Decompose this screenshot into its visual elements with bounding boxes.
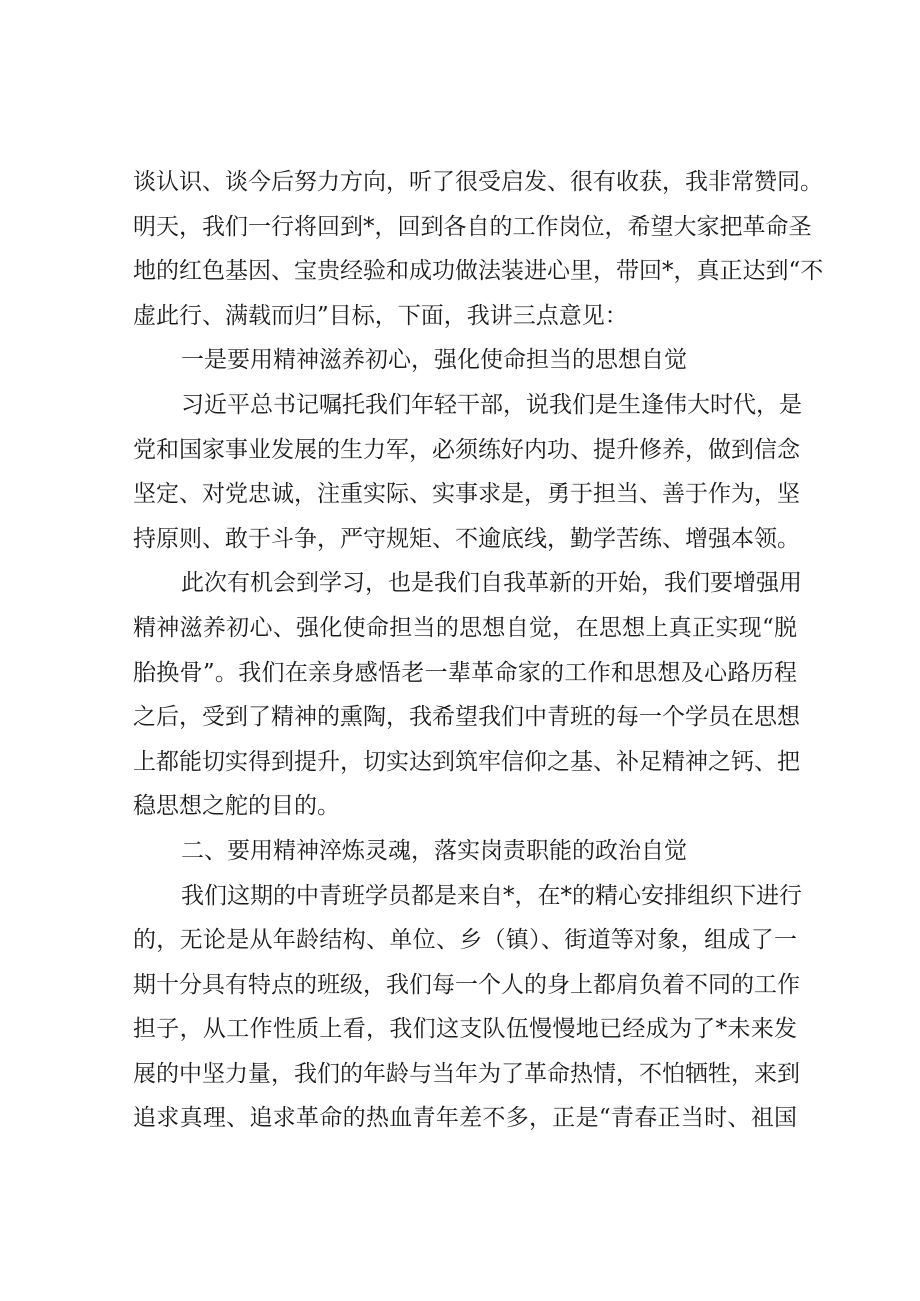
heading-text: 一是要用精神滋养初心，强化使命担当的思想自觉 (181, 347, 687, 374)
text-line: 精神滋养初心、强化使命担当的思想自觉，在思想上真正实现“脱 (133, 614, 797, 641)
paragraph-2 (133, 561, 802, 829)
text-line: 胎换骨”。我们在亲身感悟老一辈革命家的工作和思想及心路历程 (133, 659, 797, 686)
text-line: 坚定、对党忠诚，注重实际、实事求是，勇于担当、善于作为，坚 (133, 481, 800, 508)
text-line: 明天，我们一行将回到*，回到各自的工作岗位，希望大家把革命圣 (133, 213, 812, 240)
text-line: 谈认识、谈今后努力方向，听了很受启发、很有收获，我非常赞同。 (133, 169, 823, 195)
section-heading-1 (133, 338, 797, 383)
text-line: 展的中坚力量，我们的年龄与当年为了革命热情，不怕牺牲，来到 (133, 1060, 800, 1087)
paragraph-intro-closing (133, 160, 824, 338)
text-line: 的，无论是从年龄结构、单位、乡（镇）、街道等对象，组成了一 (133, 927, 797, 954)
section-heading-2 (133, 829, 797, 874)
text-line: 上都能切实得到提升，切实达到筑牢信仰之基、补足精神之钙、把 (133, 748, 800, 775)
text-line: 稳思想之舵的目的。 (133, 793, 340, 820)
text-line: 习近平总书记嘱托我们年轻干部，说我们是生逢伟大时代，是 (181, 391, 802, 418)
text-line: 虚此行、满载而归”目标，下面，我讲三点意见： (133, 302, 628, 329)
text-line: 担子，从工作性质上看，我们这支队伍慢慢地已经成为了*未来发 (133, 1016, 797, 1043)
text-line: 此次有机会到学习，也是我们自我革新的开始，我们要增强用 (181, 570, 802, 597)
paragraph-1 (133, 383, 802, 561)
heading-text: 二、要用精神淬炼灵魂，落实岗责职能的政治自觉 (181, 837, 687, 864)
text-line: 期十分具有特点的班级，我们每一个人的身上都肩负着不同的工作 (133, 971, 800, 998)
text-line: 我们这期的中青班学员都是来自*，在*的精心安排组织下进行 (181, 882, 802, 909)
text-line: 党和国家事业发展的生力军，必须练好内功、提升修养，做到信念 (133, 436, 800, 463)
text-line: 地的红色基因、宝贵经验和成功做法装进心里，带回*，真正达到“不 (133, 258, 824, 285)
paragraph-3 (133, 874, 802, 1142)
text-line: 持原则、敢于斗争，严守规矩、不逾底线，勤学苦练、增强本领。 (133, 525, 800, 552)
text-line: 之后，受到了精神的熏陶，我希望我们中青班的每一个学员在思想 (133, 704, 800, 731)
text-line: 追求真理、追求革命的热血青年差不多，正是“青春正当时、祖国 (133, 1105, 797, 1132)
document-body (133, 160, 824, 1141)
